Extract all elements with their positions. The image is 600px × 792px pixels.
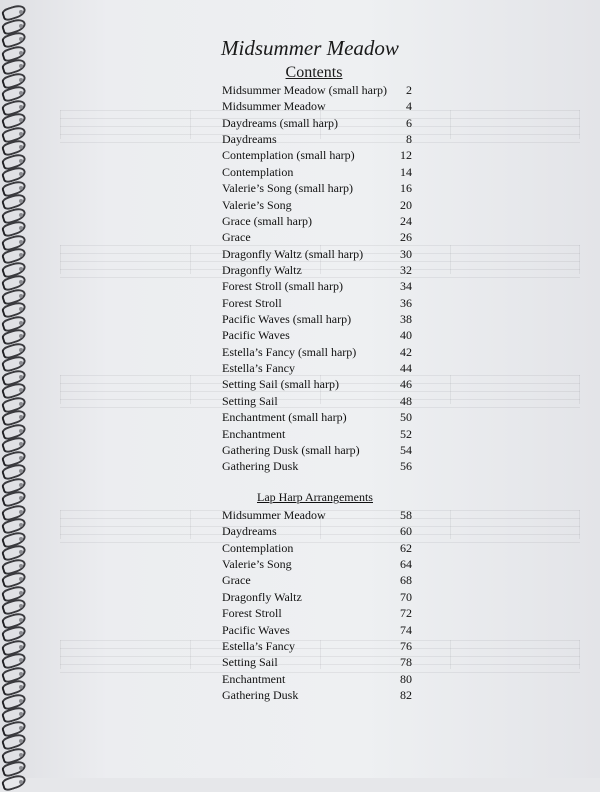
binding-hole [19,726,23,730]
binding-hole [19,415,23,419]
toc-entry [222,98,412,114]
toc-entry-page: 56 [400,459,412,474]
binding-hole [19,712,23,716]
toc-entry-title: Enchantment [222,426,286,441]
toc-entry-page: 6 [406,115,412,130]
toc-entry-page: 30 [400,246,412,261]
binding-hole [19,510,23,514]
toc-entry-title: Daydreams [222,132,277,147]
binding-hole [19,699,23,703]
binding-hole [19,604,23,608]
toc-entry-page: 26 [400,230,412,245]
toc-entry-page: 34 [400,279,412,294]
binding-hole [19,658,23,662]
binding-hole [19,172,23,176]
toc-entry-page: 80 [400,671,412,686]
binding-hole [19,483,23,487]
toc-entry-page: 60 [400,524,412,539]
toc-entry-title: Contemplation (small harp) [222,148,355,163]
binding-hole [19,766,23,770]
toc-entry-page: 36 [400,295,412,310]
binding-hole [19,118,23,122]
contents-heading: Contents [285,64,343,81]
toc-entry [222,82,412,98]
toc-entry-page: 46 [400,377,412,392]
binding-hole [19,523,23,527]
binding-hole [19,199,23,203]
binding-hole [19,780,23,784]
toc-entry [222,523,412,539]
toc-entry-title: Pacific Waves (small harp) [222,312,352,327]
toc-entry [222,246,412,262]
toc-entry-page: 8 [406,132,412,147]
binding-hole [19,685,23,689]
binding-hole [19,10,23,14]
toc-entry-title: Gathering Dusk (small harp) [222,442,360,457]
binding-hole [19,253,23,257]
toc-entry-page: 76 [400,638,412,653]
toc-entry [222,572,412,588]
toc-entry [222,311,412,327]
binding-hole [19,294,23,298]
toc-entry-title: Estella’s Fancy [222,638,295,653]
toc-entry [222,458,412,474]
binding-hole [19,267,23,271]
toc-entry-page: 68 [400,573,412,588]
toc-entry-page: 72 [400,606,412,621]
toc-entry [222,262,412,278]
binding-hole [19,645,23,649]
toc-entry-page: 20 [400,197,412,212]
toc-entry-page: 38 [400,312,412,327]
toc-entry-page: 32 [400,262,412,277]
toc-entry-title: Enchantment (small harp) [222,410,347,425]
toc-entry-title: Midsummer Meadow (small harp) [222,83,387,97]
toc-entry-title: Setting Sail (small harp) [222,377,339,392]
toc-entry [222,556,412,572]
toc-entry-page: 2 [406,83,412,97]
toc-entry-page: 70 [400,589,412,604]
toc-entry-title: Forest Stroll [222,295,282,310]
binding-hole [19,577,23,581]
toc-entry [222,295,412,311]
toc-entry-title: Dragonfly Waltz (small harp) [222,246,364,261]
toc-entry [222,360,412,376]
toc-entry-title: Gathering Dusk [222,687,299,702]
toc-entry-title: Grace [222,230,251,245]
binding-hole [19,550,23,554]
toc-entry-title: Daydreams [222,524,277,539]
binding-hole [19,307,23,311]
toc-entry-title: Midsummer Meadow [222,99,326,114]
toc-entry [222,131,412,147]
toc-entry-page: 48 [400,393,412,408]
toc-entry [222,180,412,196]
toc-entry-title: Dragonfly Waltz [222,589,302,604]
binding-hole [19,361,23,365]
binding-hole [19,537,23,541]
binding-hole [19,591,23,595]
toc-entry-page: 74 [400,622,412,637]
binding-hole [19,672,23,676]
toc-entry-title: Valerie’s Song [222,197,292,212]
binding-hole [19,442,23,446]
lap-harp-contents-list [222,507,412,703]
binding-hole [19,618,23,622]
toc-entry-page: 40 [400,328,412,343]
binding-hole [19,753,23,757]
toc-entry-page: 64 [400,557,412,572]
toc-entry [222,426,412,442]
toc-entry [222,605,412,621]
binding-hole [19,213,23,217]
toc-entry [222,442,412,458]
binding-hole [19,348,23,352]
toc-entry-page: 44 [400,361,412,376]
toc-entry-title: Daydreams (small harp) [222,115,338,130]
small-harp-contents-list [222,82,412,475]
toc-entry-page: 52 [400,426,412,441]
toc-entry-title: Contemplation [222,164,294,179]
toc-entry-page: 78 [400,655,412,670]
toc-entry [222,344,412,360]
toc-entry-title: Dragonfly Waltz [222,262,302,277]
toc-entry [222,376,412,392]
toc-entry-title: Valerie’s Song [222,557,292,572]
toc-entry [222,164,412,180]
binding-hole [19,145,23,149]
toc-entry-page: 58 [400,508,412,522]
binding-hole [19,402,23,406]
toc-entry-title: Setting Sail [222,393,278,408]
toc-entry-page: 14 [400,164,412,179]
toc-entry [222,213,412,229]
toc-entry-title: Forest Stroll (small harp) [222,279,343,294]
toc-entry-page: 54 [400,442,412,457]
toc-entry [222,638,412,654]
toc-entry [222,687,412,703]
toc-entry [222,197,412,213]
toc-entry-page: 62 [400,540,412,555]
toc-entry [222,622,412,638]
binding-hole [19,321,23,325]
binding-hole [19,496,23,500]
toc-entry-page: 42 [400,344,412,359]
toc-entry [222,589,412,605]
binding-hole [19,159,23,163]
toc-entry-title: Pacific Waves [222,328,290,343]
lap-harp-heading: Lap Harp Arrangements [257,490,373,504]
binding-hole [19,91,23,95]
binding-hole [19,375,23,379]
toc-entry [222,393,412,409]
toc-entry-title: Gathering Dusk [222,459,299,474]
toc-entry [222,327,412,343]
binding-hole [19,456,23,460]
toc-entry [222,671,412,687]
toc-entry-title: Midsummer Meadow [222,508,326,522]
binding-hole [19,429,23,433]
toc-entry [222,540,412,556]
toc-entry-title: Enchantment [222,671,286,686]
binding-hole [19,280,23,284]
toc-entry-title: Setting Sail [222,655,278,670]
binding-hole [19,334,23,338]
toc-entry [222,147,412,163]
binding-hole [19,132,23,136]
toc-entry-page: 12 [400,148,412,163]
toc-entry [222,507,412,523]
binding-hole [19,388,23,392]
toc-entry-title: Grace (small harp) [222,213,312,228]
toc-entry [222,115,412,131]
toc-entry [222,409,412,425]
toc-entry-page: 4 [406,99,412,114]
toc-entry-title: Estella’s Fancy [222,361,295,376]
binding-hole [19,240,23,244]
toc-entry [222,654,412,670]
toc-entry-title: Contemplation [222,540,294,555]
binding-hole [19,24,23,28]
toc-entry-title: Grace [222,573,251,588]
binding-hole [19,186,23,190]
binding-hole [19,564,23,568]
toc-entry-page: 16 [400,181,412,196]
binding-hole [19,739,23,743]
toc-entry [222,278,412,294]
toc-entry-title: Pacific Waves [222,622,290,637]
binding-hole [19,226,23,230]
toc-entry-title: Estella’s Fancy (small harp) [222,344,357,359]
toc-entry-title: Valerie’s Song (small harp) [222,181,353,196]
binding-hole [19,469,23,473]
binding-hole [19,105,23,109]
toc-entry [222,229,412,245]
binding-hole [19,631,23,635]
toc-entry-page: 82 [400,687,412,702]
toc-entry-page: 24 [400,213,412,228]
toc-entry-page: 50 [400,410,412,425]
toc-entry-title: Forest Stroll [222,606,282,621]
spiral-binding [0,0,30,778]
book-title: Midsummer Meadow [221,36,399,60]
